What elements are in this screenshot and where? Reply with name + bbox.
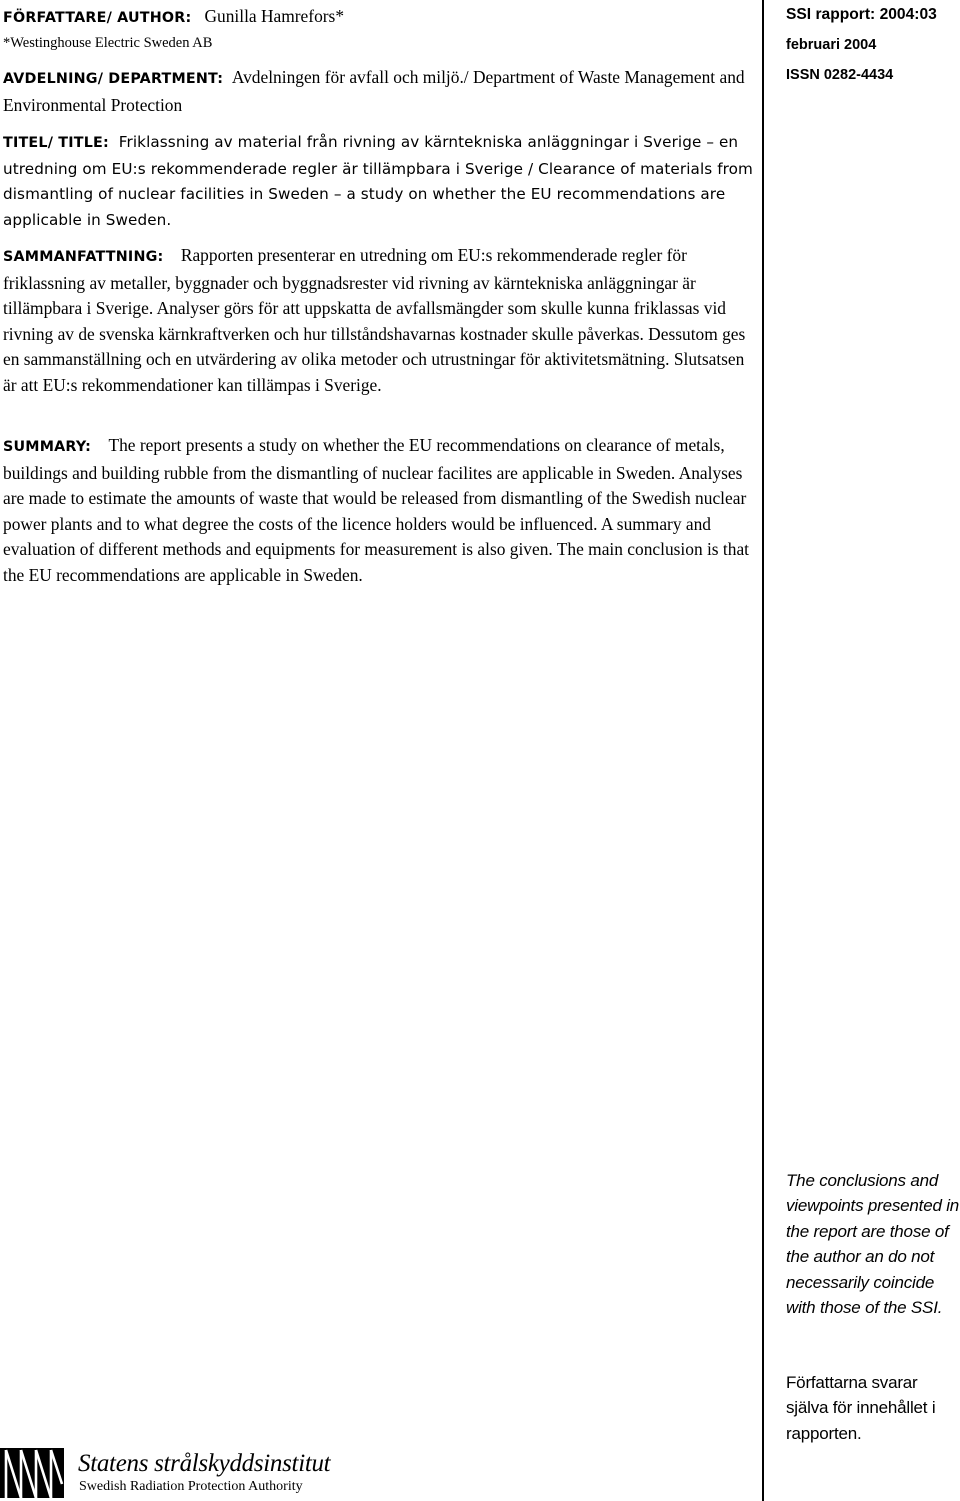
title-value: Friklassning av material från rivning av kärntekniska anläggningar i Sverige – en utredning om EU:s rekommenderade regler är tillämpbara i Sverige / Clearance of materials from dismantling of nuclear facilities in Sweden – a study on whether the EU recommendations are applicable in Sweden. xyxy=(3,133,753,229)
author-affiliation: *Westinghouse Electric Sweden AB xyxy=(3,35,213,51)
report-info xyxy=(786,0,960,90)
logo-subtitle: Swedish Radiation Protection Authority xyxy=(79,1479,303,1494)
author-section xyxy=(3,4,755,56)
report-number: SSI rapport: 2004:03 xyxy=(786,6,937,23)
sammanfattning-text: Rapporten presenterar en utredning om EU:s rekommenderade regler för friklassning av metaller, byggnader och byggnadsrester vid rivning av kärntekniska anläggningar är tillämpbara i Sverige. Analyser görs för att uppskatta de avfallsmängder som skulle kunna friklassas vid rivning av de svenska kärnkraftverken och hur tillståndshavarnas kostnader skulle påverkas. Dessutom ges en sammanställning och en utvärdering av olika metoder och utrustningar för aktivitetsmätning. Slutsatsen är att EU:s rekommendationer kan tillämpas i Sverige. xyxy=(3,245,746,395)
author-label: FÖRFATTARE/ AUTHOR: xyxy=(3,10,192,26)
sammanfattning-label: SAMMANFATTNING: xyxy=(3,249,164,265)
title-section xyxy=(3,130,755,233)
disclaimer-swedish: Författarna svarar själva för innehållet i rapporten. xyxy=(786,1373,936,1443)
summary-text: The report presents a study on whether the EU recommendations on clearance of metals, buildings and building rubble from the dismantling of nuclear facilites are applicable in Sweden. Analyses are made to estimate the amounts of waste that would be released from dismantling of the Swedish nuclear power plants and to what degree the costs of the licence holders would be influenced. A summary and evaluation of different methods and equipments for measurement is also given. The main conclusion is that the EU recommendations are applicable in Sweden. xyxy=(3,435,750,585)
department-section xyxy=(3,65,755,118)
report-issn: ISSN 0282-4434 xyxy=(786,67,894,83)
swedish-abstract xyxy=(3,243,755,399)
department-label: AVDELNING/ DEPARTMENT: xyxy=(3,71,224,87)
department-value: Avdelningen för avfall och miljö./ Department of Waste Management and Environmental Protection xyxy=(3,67,745,115)
report-date: februari 2004 xyxy=(786,37,877,53)
ssi-logo-icon xyxy=(0,1448,64,1498)
title-label: TITEL/ TITLE: xyxy=(3,135,109,151)
column-divider xyxy=(762,0,764,1501)
english-abstract xyxy=(3,433,755,589)
logo-name: Statens strålskyddsinstitut xyxy=(78,1450,331,1477)
ssi-logo xyxy=(0,1448,330,1498)
author-name: Gunilla Hamrefors* xyxy=(204,6,345,26)
disclaimer-english: The conclusions and viewpoints presented in the report are those of the author an do not necessarily coincide with those of the SSI. xyxy=(786,1171,960,1318)
summary-label: SUMMARY: xyxy=(3,439,92,455)
